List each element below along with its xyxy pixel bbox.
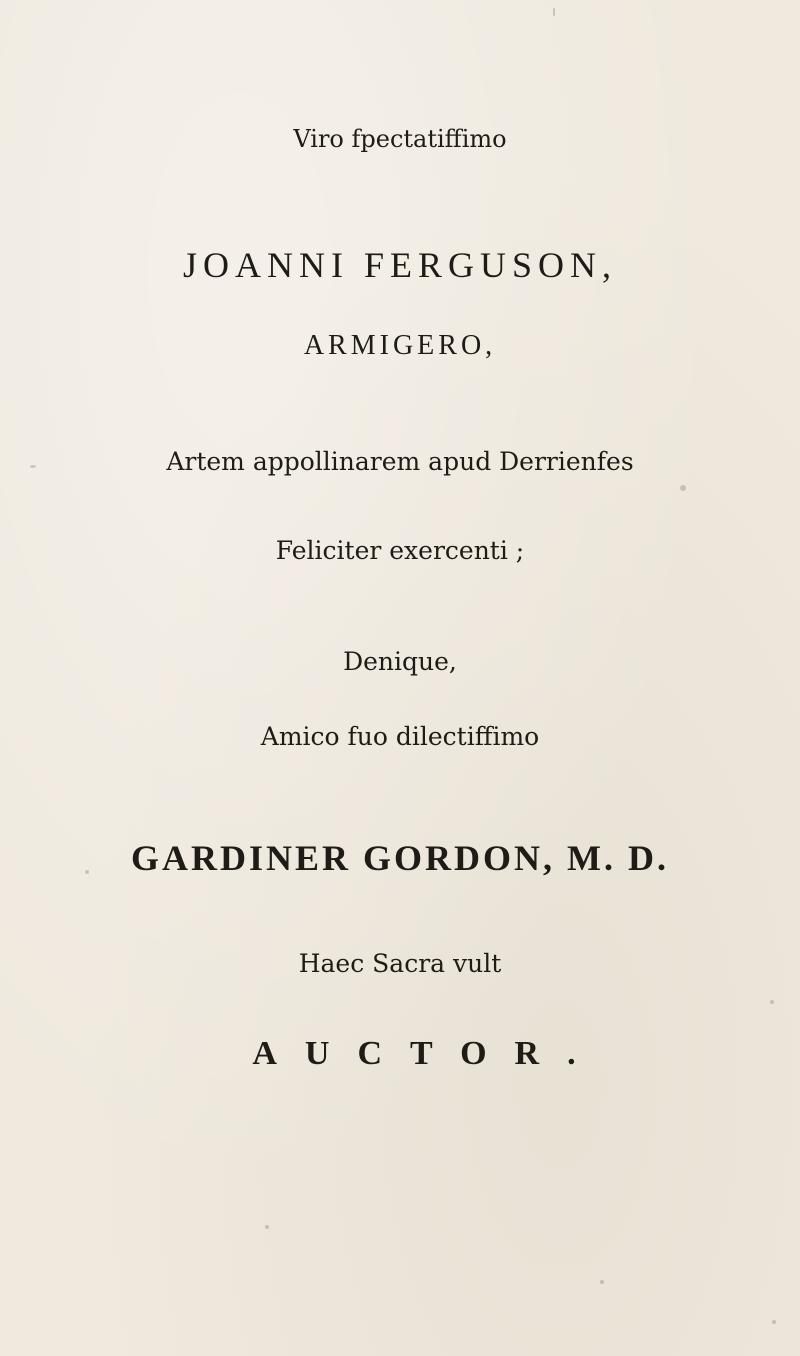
dedicatee-name: JOANNI FERGUSON, bbox=[182, 245, 618, 285]
paper-speck bbox=[600, 1280, 604, 1284]
paper-speck bbox=[30, 465, 36, 468]
signature: AUCTOR. bbox=[252, 1035, 604, 1072]
paper-speck bbox=[772, 1320, 776, 1324]
dedication-line: Artem appollinarem apud Derrienfes bbox=[166, 447, 634, 476]
dedication-line: Feliciter exercenti ; bbox=[275, 536, 525, 565]
paper-speck bbox=[680, 485, 686, 491]
dedication-line: Denique, bbox=[343, 647, 457, 676]
paper-speck bbox=[85, 870, 89, 874]
dedicatee-title: ARMIGERO, bbox=[303, 330, 497, 361]
paper-speck bbox=[553, 8, 555, 16]
paper-speck bbox=[265, 1225, 269, 1229]
closing-phrase: Haec Sacra vult bbox=[298, 949, 502, 978]
author-name: GARDINER GORDON, M. D. bbox=[131, 838, 669, 878]
dedication-line: Amico fuo dilectiffimo bbox=[260, 722, 540, 751]
paper-speck bbox=[770, 1000, 774, 1004]
dedication-intro: Viro fpectatiffimo bbox=[293, 125, 507, 153]
